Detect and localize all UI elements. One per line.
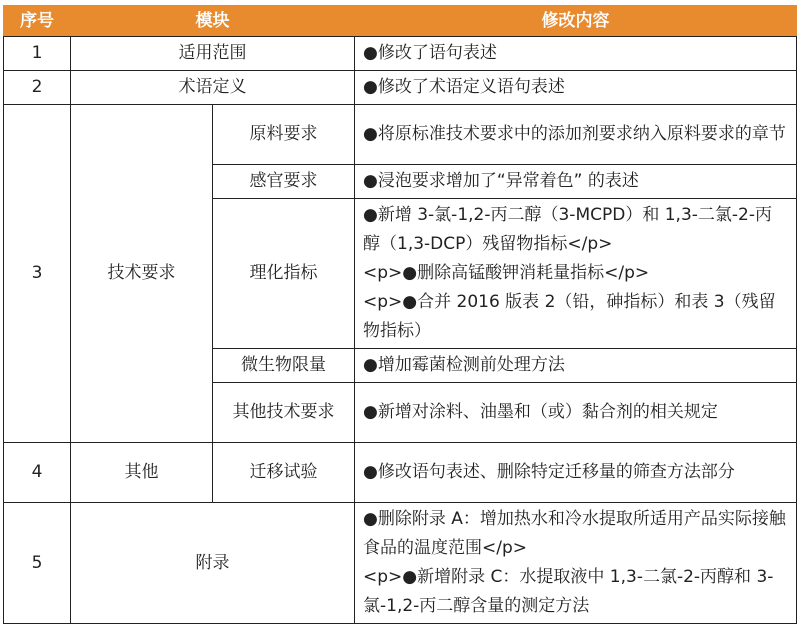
content-line: ●将原标准技术要求中的添加剂要求纳入原料要求的章节 <box>363 124 786 144</box>
row-content <box>355 349 797 383</box>
row-submodule: 理化指标 <box>213 199 355 349</box>
row-module: 适用范围 <box>71 37 355 71</box>
row-content <box>355 165 797 199</box>
content-line: ●新增 3-氯-1,2-丙二醇（3-MCPD）和 1,3-二氯-2-丙醇（1,3-DCP）残留物指标</p> <box>363 205 772 254</box>
header-content: 修改内容 <box>355 6 797 37</box>
row-module: 附录 <box>71 503 355 624</box>
row-content <box>355 199 797 349</box>
row-submodule: 其他技术要求 <box>213 383 355 443</box>
header-row <box>4 6 797 37</box>
revision-table <box>3 5 797 624</box>
row-seq: 3 <box>4 105 71 443</box>
content-line: ●修改了术语定义语句表述 <box>363 77 565 97</box>
table-row <box>4 443 797 503</box>
table-row <box>4 105 797 165</box>
row-submodule: 迁移试验 <box>213 443 355 503</box>
header-seq: 序号 <box>4 6 71 37</box>
row-seq: 4 <box>4 443 71 503</box>
row-module: 术语定义 <box>71 71 355 105</box>
table-row <box>4 503 797 624</box>
table-row <box>4 37 797 71</box>
row-content <box>355 503 797 624</box>
table-row <box>4 71 797 105</box>
content-line: ●增加霉菌检测前处理方法 <box>363 355 565 375</box>
row-submodule: 微生物限量 <box>213 349 355 383</box>
content-line: <p>●新增附录 C：水提取液中 1,3-二氯-2-丙醇和 3-氯-1,2-丙二醇含量的测定方法 <box>363 567 774 616</box>
row-seq: 2 <box>4 71 71 105</box>
content-line: ●修改语句表述、删除特定迁移量的筛查方法部分 <box>363 462 735 482</box>
row-content <box>355 383 797 443</box>
row-content <box>355 71 797 105</box>
row-seq: 1 <box>4 37 71 71</box>
row-module: 技术要求 <box>71 105 213 443</box>
row-module: 其他 <box>71 443 213 503</box>
content-line: <p>●删除高锰酸钾消耗量指标</p> <box>363 263 650 283</box>
row-submodule: 原料要求 <box>213 105 355 165</box>
row-content <box>355 105 797 165</box>
row-content <box>355 37 797 71</box>
content-line: ●浸泡要求增加了“异常着色” 的表述 <box>363 171 639 191</box>
content-line: ●修改了语句表述 <box>363 43 497 63</box>
row-submodule: 感官要求 <box>213 165 355 199</box>
content-line: ●新增对涂料、油墨和（或）黏合剂的相关规定 <box>363 402 718 422</box>
header-module: 模块 <box>71 6 355 37</box>
row-content <box>355 443 797 503</box>
content-line: <p>●合并 2016 版表 2（铅，砷指标）和表 3（残留物指标） <box>363 292 776 341</box>
content-line: ●删除附录 A：增加热水和冷水提取所适用产品实际接触食品的温度范围</p> <box>363 509 786 558</box>
row-seq: 5 <box>4 503 71 624</box>
